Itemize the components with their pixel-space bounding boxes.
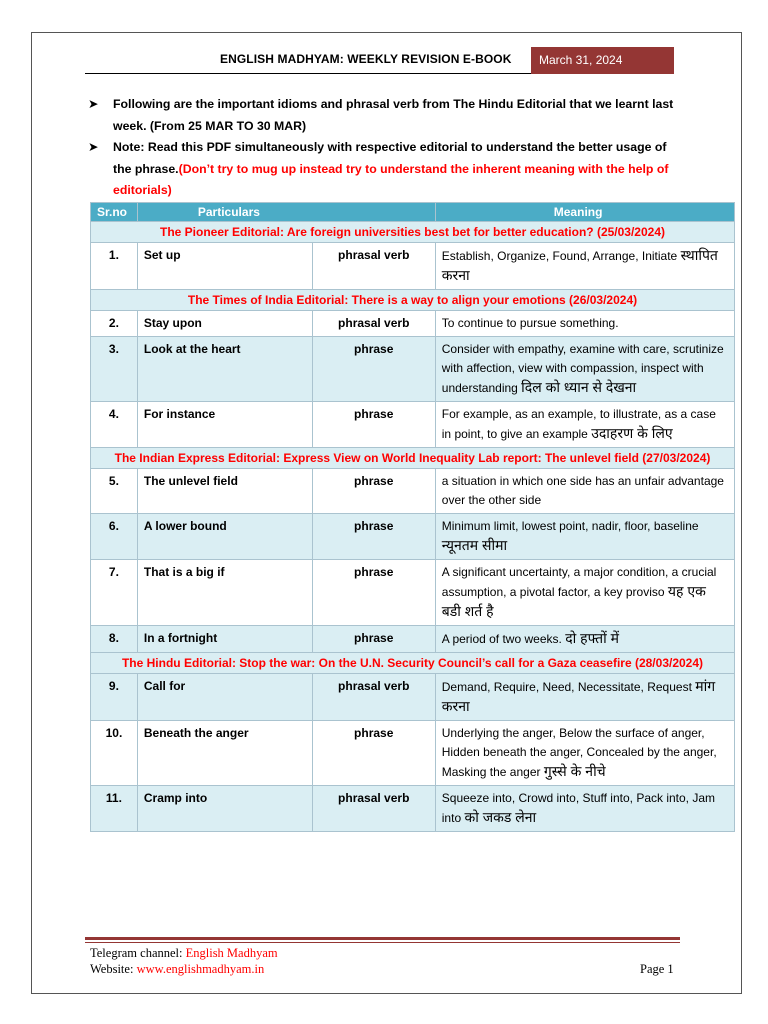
phrase-term: Look at the heart bbox=[137, 337, 312, 402]
section-header-row bbox=[91, 653, 735, 674]
phrase-term: In a fortnight bbox=[137, 626, 312, 653]
row-number: 1. bbox=[91, 243, 138, 290]
meaning-cell bbox=[435, 786, 734, 832]
header-underline bbox=[85, 73, 531, 74]
table-header-row bbox=[91, 203, 735, 222]
row-number: 7. bbox=[91, 560, 138, 626]
table-row bbox=[91, 721, 735, 786]
arrow-bullet-icon: ➤ bbox=[88, 97, 99, 111]
header-srno: Sr.no bbox=[91, 203, 138, 222]
row-number: 3. bbox=[91, 337, 138, 402]
table-row bbox=[91, 514, 735, 560]
bullet-text: Note: Read this PDF simultaneously with respective editorial to understand the better usage of the phrase. bbox=[113, 140, 667, 176]
header-meaning: Meaning bbox=[435, 203, 734, 222]
section-title: The Pioneer Editorial: Are foreign universities best bet for better education? (25/03/2024) bbox=[91, 222, 735, 243]
bullet-intro bbox=[88, 94, 688, 137]
phrase-type: phrase bbox=[312, 514, 435, 560]
row-number: 4. bbox=[91, 402, 138, 448]
meaning-english: Establish, Organize, Found, Arrange, Initiate bbox=[441, 249, 678, 263]
row-number: 6. bbox=[91, 514, 138, 560]
table-row bbox=[91, 311, 735, 337]
phrase-type: phrase bbox=[312, 337, 435, 402]
meaning-cell bbox=[435, 402, 734, 448]
website-line bbox=[90, 962, 264, 977]
table-row bbox=[91, 674, 735, 721]
meaning-cell bbox=[435, 469, 734, 514]
website-link[interactable]: www.englishmadhyam.in bbox=[136, 962, 265, 976]
date-badge: March 31, 2024 bbox=[531, 47, 674, 74]
section-title: The Times of India Editorial: There is a way to align your emotions (26/03/2024) bbox=[91, 290, 735, 311]
meaning-hindi: को जकड लेना bbox=[464, 809, 537, 825]
arrow-bullet-icon: ➤ bbox=[88, 140, 99, 154]
meaning-cell bbox=[435, 337, 734, 402]
meaning-english: a situation in which one side has an unfair advantage over the other side bbox=[441, 474, 724, 507]
header-particulars: Particulars bbox=[137, 203, 435, 222]
section-header-row bbox=[91, 222, 735, 243]
meaning-english: To continue to pursue something. bbox=[441, 316, 619, 330]
meaning-english: Consider with empathy, examine with care, scrutinize with affection, view with compassion, inspect with understanding bbox=[441, 342, 724, 395]
meaning-hindi: न्यूनतम सीमा bbox=[441, 537, 508, 553]
row-number: 11. bbox=[91, 786, 138, 832]
phrase-term: For instance bbox=[137, 402, 312, 448]
meaning-cell bbox=[435, 626, 734, 653]
meaning-english: Demand, Require, Need, Necessitate, Request bbox=[441, 680, 692, 694]
telegram-label: Telegram channel: bbox=[90, 946, 186, 960]
bullet-warning: (Don’t try to mug up instead try to understand the inherent meaning with the help of editorials) bbox=[113, 161, 669, 197]
table-row bbox=[91, 560, 735, 626]
row-number: 5. bbox=[91, 469, 138, 514]
meaning-english: A period of two weeks. bbox=[441, 632, 562, 646]
meaning-cell bbox=[435, 674, 734, 721]
table-row bbox=[91, 243, 735, 290]
row-number: 2. bbox=[91, 311, 138, 337]
bullet-note bbox=[88, 137, 688, 202]
phrase-type: phrase bbox=[312, 402, 435, 448]
meaning-hindi: गुस्से के नीचे bbox=[543, 763, 606, 779]
meaning-cell bbox=[435, 560, 734, 626]
footer-rule-thin bbox=[85, 942, 680, 943]
table-row bbox=[91, 402, 735, 448]
meaning-hindi: मांग करना bbox=[441, 678, 716, 714]
phrase-term: Beneath the anger bbox=[137, 721, 312, 786]
meaning-hindi: उदाहरण के लिए bbox=[591, 425, 673, 441]
phrase-type: phrase bbox=[312, 721, 435, 786]
phrase-term: Stay upon bbox=[137, 311, 312, 337]
meaning-hindi: यह एक बडी शर्त है bbox=[441, 583, 706, 619]
phrase-type: phrasal verb bbox=[312, 311, 435, 337]
intro-bullets bbox=[88, 94, 688, 202]
phrase-term: Set up bbox=[137, 243, 312, 290]
row-number: 9. bbox=[91, 674, 138, 721]
table-row bbox=[91, 469, 735, 514]
phrase-type: phrasal verb bbox=[312, 243, 435, 290]
phrase-term: Cramp into bbox=[137, 786, 312, 832]
meaning-hindi: दो हफ्तों में bbox=[565, 630, 619, 646]
table-row bbox=[91, 337, 735, 402]
row-number: 8. bbox=[91, 626, 138, 653]
telegram-line bbox=[90, 946, 278, 961]
row-number: 10. bbox=[91, 721, 138, 786]
meaning-english: A significant uncertainty, a major condition, a crucial assumption, a pivotal factor, a key proviso bbox=[441, 565, 717, 599]
meaning-hindi: स्थापित करना bbox=[441, 247, 718, 283]
meaning-cell bbox=[435, 311, 734, 337]
meaning-hindi: दिल को ध्यान से देखना bbox=[521, 379, 637, 395]
phrase-term: Call for bbox=[137, 674, 312, 721]
table-row bbox=[91, 786, 735, 832]
bullet-text: Following are the important idioms and phrasal verb from The Hindu Editorial that we learnt last week. (From 25 MAR TO 30 MAR) bbox=[113, 97, 674, 133]
meaning-cell bbox=[435, 243, 734, 290]
phrase-term: A lower bound bbox=[137, 514, 312, 560]
section-header-row bbox=[91, 290, 735, 311]
meaning-english: Underlying the anger, Below the surface of anger, Hidden beneath the anger, Concealed by the anger, Masking the anger bbox=[441, 726, 717, 779]
telegram-link[interactable]: English Madhyam bbox=[185, 946, 278, 960]
table-row bbox=[91, 626, 735, 653]
page-number: Page 1 bbox=[640, 962, 674, 976]
meaning-cell bbox=[435, 514, 734, 560]
website-label: Website: bbox=[90, 962, 137, 976]
phrase-type: phrase bbox=[312, 626, 435, 653]
meaning-cell bbox=[435, 721, 734, 786]
idioms-table bbox=[90, 202, 735, 832]
section-title: The Hindu Editorial: Stop the war: On the U.N. Security Council’s call for a Gaza ceasefire (28/03/2024) bbox=[91, 653, 735, 674]
phrase-type: phrasal verb bbox=[312, 674, 435, 721]
meaning-english: Squeeze into, Crowd into, Stuff into, Pack into, Jam into bbox=[441, 791, 716, 825]
meaning-english: Minimum limit, lowest point, nadir, floor, baseline bbox=[441, 519, 699, 533]
phrase-type: phrase bbox=[312, 469, 435, 514]
document-title: ENGLISH MADHYAM: WEEKLY REVISION E-BOOK bbox=[220, 52, 512, 66]
footer-rule-thick bbox=[85, 937, 680, 940]
section-title: The Indian Express Editorial: Express View on World Inequality Lab report: The unlevel field (27/03/2024) bbox=[91, 448, 735, 469]
meaning-english: For example, as an example, to illustrate, as a case in point, to give an example bbox=[441, 407, 716, 441]
phrase-type: phrasal verb bbox=[312, 786, 435, 832]
phrase-type: phrase bbox=[312, 560, 435, 626]
phrase-term: That is a big if bbox=[137, 560, 312, 626]
section-header-row bbox=[91, 448, 735, 469]
phrase-term: The unlevel field bbox=[137, 469, 312, 514]
